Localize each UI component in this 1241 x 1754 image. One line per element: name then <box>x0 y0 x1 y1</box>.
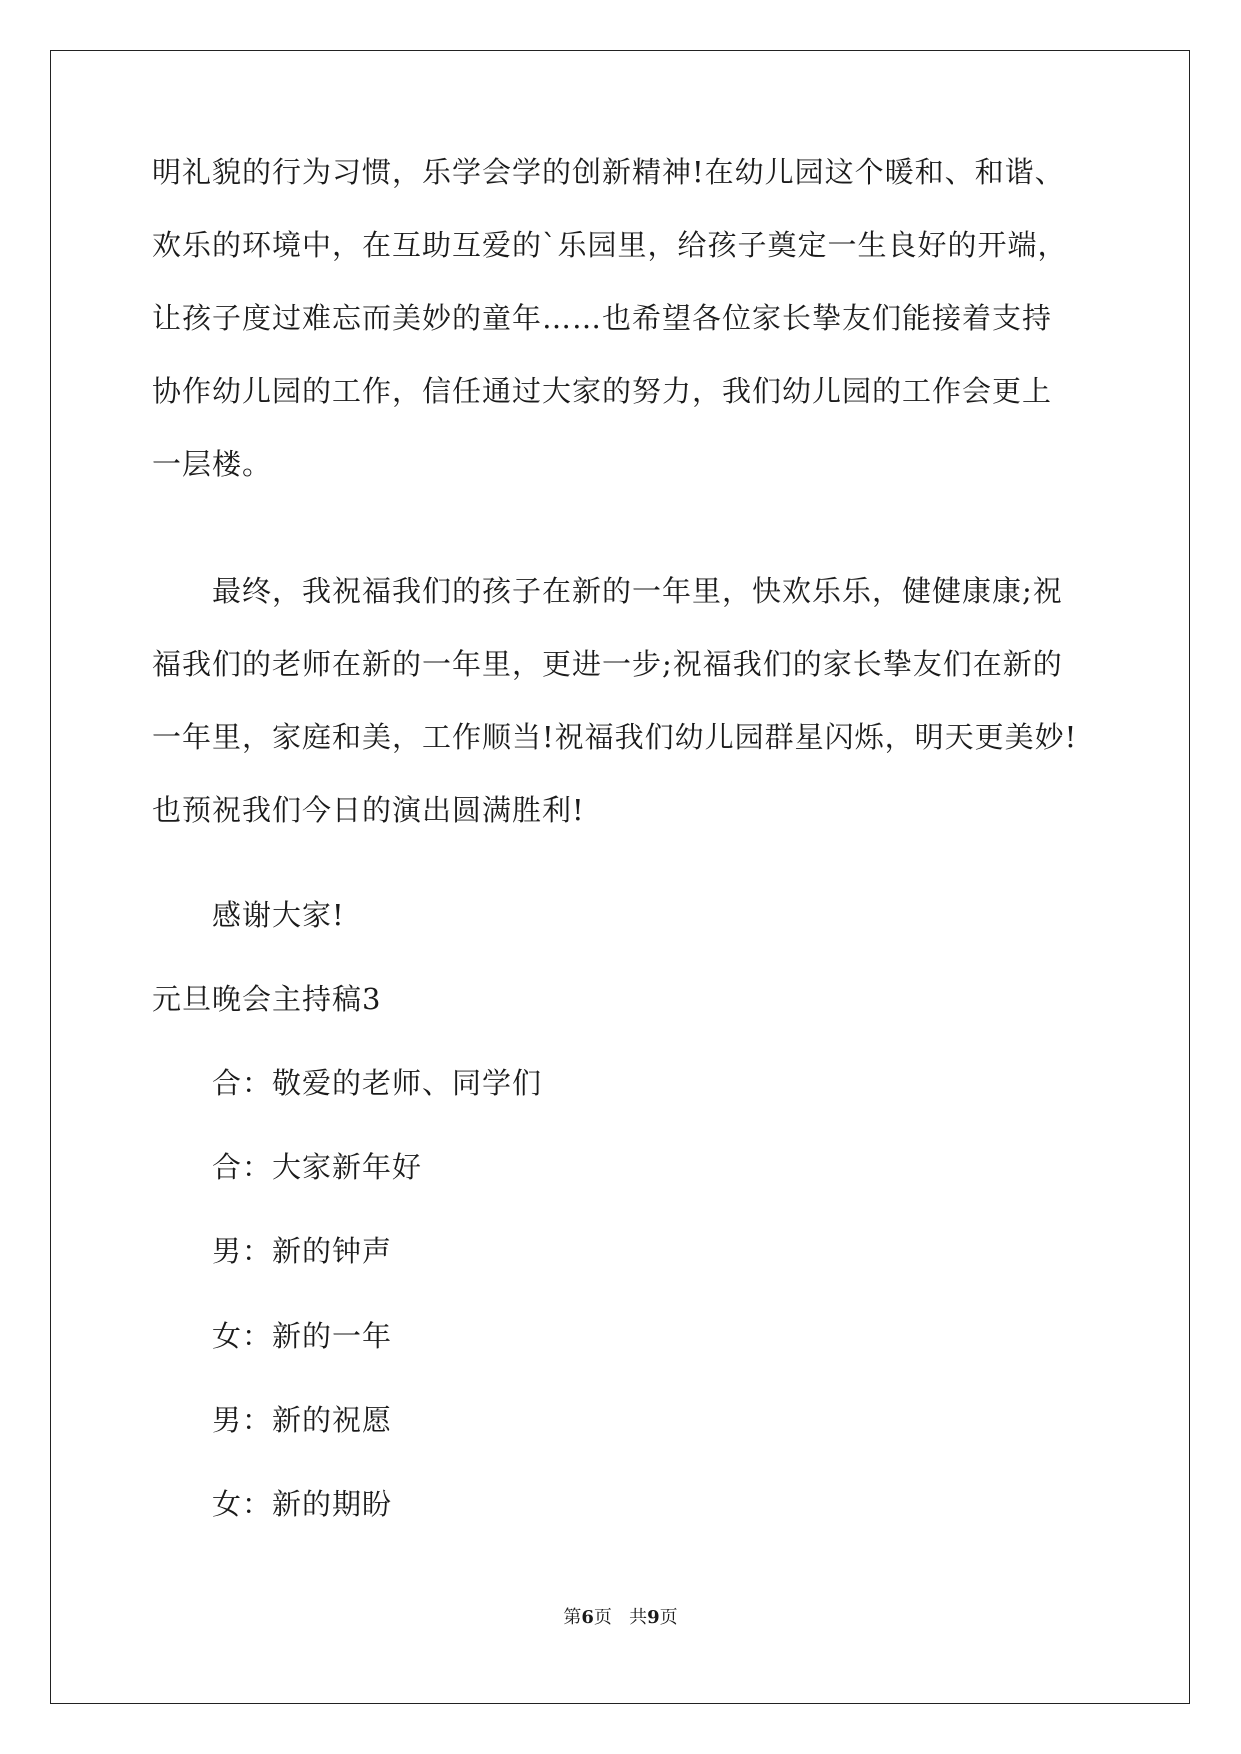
dialogue-line: 女：新的一年 <box>212 1319 393 1353</box>
footer-mid: 页 共 <box>593 1607 648 1628</box>
paragraph-line: 福我们的老师在新的一年里，更进一步;祝福我们的家长挚友们在新的 <box>152 647 1063 681</box>
dialogue-line: 合：大家新年好 <box>212 1150 423 1184</box>
dialogue-line: 女：新的期盼 <box>212 1487 393 1521</box>
dialogue-line: 合：敬爱的老师、同学们 <box>212 1066 543 1100</box>
paragraph-line: 让孩子度过难忘而美妙的童年……也希望各位家长挚友们能接着支持 <box>152 301 1053 335</box>
section-title: 元旦晚会主持稿3 <box>152 982 382 1016</box>
page-footer <box>0 1606 1241 1630</box>
paragraph-line: 最终，我祝福我们的孩子在新的一年里，快欢乐乐，健健康康;祝 <box>212 574 1063 608</box>
thanks-line: 感谢大家! <box>212 898 345 932</box>
dialogue-line: 男：新的祝愿 <box>212 1403 393 1437</box>
paragraph-line: 一层楼。 <box>152 447 273 481</box>
footer-prefix: 第 <box>563 1607 582 1628</box>
paragraph-line: 一年里，家庭和美，工作顺当!祝福我们幼儿园群星闪烁，明天更美妙! <box>152 720 1078 754</box>
current-page-number: 6 <box>581 1607 594 1628</box>
dialogue-line: 男：新的钟声 <box>212 1234 393 1268</box>
footer-suffix: 页 <box>659 1607 678 1628</box>
total-page-number: 9 <box>647 1607 660 1628</box>
paragraph-line: 明礼貌的行为习惯，乐学会学的创新精神!在幼儿园这个暖和、和谐、 <box>152 155 1065 189</box>
paragraph-line: 欢乐的环境中，在互助互爱的`乐园里，给孩子奠定一生良好的开端， <box>152 228 1068 262</box>
paragraph-line: 协作幼儿园的工作，信任通过大家的努力，我们幼儿园的工作会更上 <box>152 374 1053 408</box>
paragraph-line: 也预祝我们今日的演出圆满胜利! <box>152 793 585 827</box>
